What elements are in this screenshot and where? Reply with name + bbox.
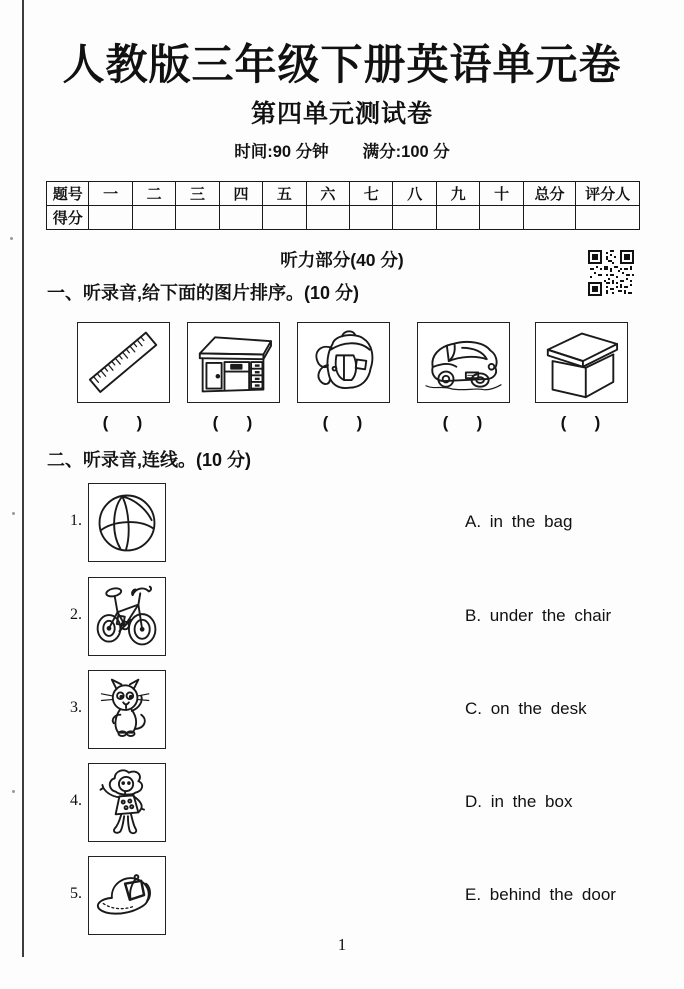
answer-bracket-4: ( ) <box>442 413 483 432</box>
answer-bracket-1: ( ) <box>102 413 143 432</box>
scan-speck <box>12 512 15 515</box>
picture-box-schoolbag <box>297 322 390 403</box>
part1-heading: 一、听录音,给下面的图片排序。(10 分) <box>47 283 360 303</box>
header-col-6: 六 <box>306 182 349 206</box>
ball-image <box>91 486 163 559</box>
full-score-label: 满分:100 分 <box>362 143 450 161</box>
item-number-2: 2. <box>70 606 82 623</box>
part2-heading: 二、听录音,连线。(10 分) <box>47 450 252 470</box>
box-image <box>538 325 625 400</box>
header-col-10: 十 <box>480 182 523 206</box>
header-col-9: 九 <box>436 182 479 206</box>
picture-box-cat <box>88 670 166 749</box>
scan-speck <box>10 237 13 240</box>
schoolbag-image <box>300 325 387 400</box>
answer-bracket-5: ( ) <box>560 413 601 432</box>
picture-box-bicycle <box>88 577 166 656</box>
header-question-no: 题号 <box>47 182 89 206</box>
header-col-8: 八 <box>393 182 436 206</box>
score-row-label: 得分 <box>47 206 89 230</box>
cap-image <box>91 859 163 932</box>
item-number-4: 4. <box>70 792 82 809</box>
item-number-5: 5. <box>70 885 82 902</box>
score-cell <box>576 206 640 230</box>
option-a: A. in the bag <box>465 512 573 531</box>
score-cell <box>306 206 349 230</box>
paper-title: 人教版三年级下册英语单元卷 <box>62 43 622 89</box>
picture-box-girl <box>88 763 166 842</box>
time-limit-label: 时间:90 分钟 <box>234 143 329 161</box>
score-cell <box>132 206 175 230</box>
score-cell <box>436 206 479 230</box>
unit-subtitle: 第四单元测试卷 <box>250 101 433 128</box>
option-b: B. under the chair <box>465 606 612 625</box>
option-c: C. on the desk <box>465 699 587 718</box>
score-table <box>46 181 640 230</box>
picture-box-car <box>417 322 510 403</box>
desk-image <box>190 325 277 400</box>
score-cell <box>219 206 262 230</box>
item-number-1: 1. <box>70 512 82 529</box>
score-cell <box>523 206 576 230</box>
header-col-7: 七 <box>350 182 393 206</box>
option-d: D. in the box <box>465 792 573 811</box>
scan-speck <box>12 790 15 793</box>
header-col-4: 四 <box>219 182 262 206</box>
header-total: 总分 <box>523 182 576 206</box>
bicycle-image <box>91 580 163 653</box>
ruler-image <box>80 325 167 400</box>
score-table-score-row <box>47 206 640 230</box>
item-number-3: 3. <box>70 699 82 716</box>
girl-image <box>91 766 163 839</box>
answer-bracket-2: ( ) <box>212 413 253 432</box>
time-score-line <box>0 138 684 162</box>
score-cell <box>350 206 393 230</box>
picture-box-ball <box>88 483 166 562</box>
listening-section-title: 听力部分(40 分) <box>280 250 404 270</box>
score-cell <box>263 206 306 230</box>
score-cell <box>176 206 219 230</box>
score-cell <box>393 206 436 230</box>
header-col-3: 三 <box>176 182 219 206</box>
header-grader: 评分人 <box>576 182 640 206</box>
cat-image <box>91 673 163 746</box>
score-cell <box>89 206 132 230</box>
car-image <box>420 325 507 400</box>
score-cell <box>480 206 523 230</box>
option-e: E. behind the door <box>465 885 616 904</box>
answer-bracket-3: ( ) <box>322 413 363 432</box>
qr-code <box>588 250 634 296</box>
page-number: 1 <box>337 935 347 954</box>
header-col-1: 一 <box>89 182 132 206</box>
header-col-2: 二 <box>132 182 175 206</box>
picture-box-cap <box>88 856 166 935</box>
header-col-5: 五 <box>263 182 306 206</box>
picture-box-desk <box>187 322 280 403</box>
picture-box-ruler <box>77 322 170 403</box>
picture-box-box <box>535 322 628 403</box>
score-table-header-row <box>47 182 640 206</box>
